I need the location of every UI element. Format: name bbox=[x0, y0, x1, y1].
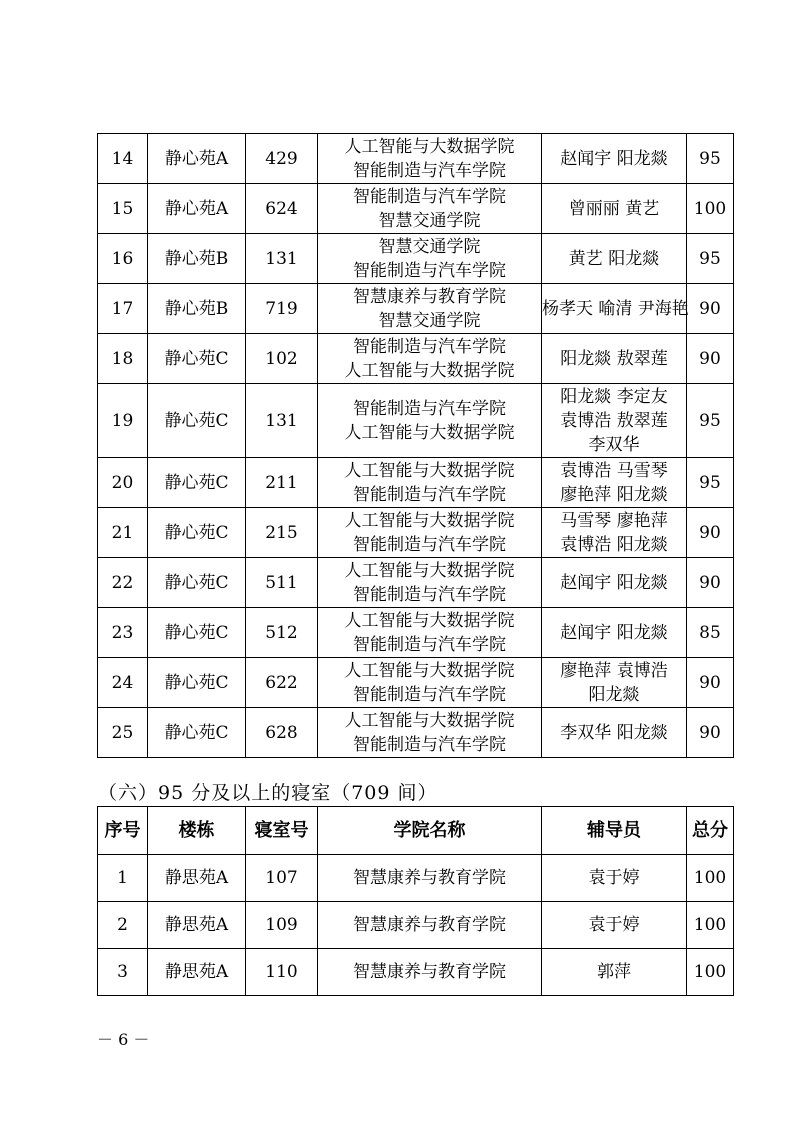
row-room: 624 bbox=[246, 184, 318, 234]
row-colleges bbox=[318, 384, 542, 458]
header-score: 总分 bbox=[687, 807, 734, 855]
row-colleges bbox=[318, 284, 542, 334]
row-counselors bbox=[542, 708, 687, 758]
row-building: 静心苑C bbox=[148, 458, 246, 508]
header-college: 学院名称 bbox=[318, 807, 542, 855]
row-counselors bbox=[542, 508, 687, 558]
row-counselor: 袁于婷 bbox=[542, 855, 687, 902]
row-counselors-line: 赵闻宇 阳龙燚 bbox=[560, 572, 668, 593]
row-score: 95 bbox=[687, 234, 734, 284]
row-counselors-line: 阳龙燚 敖翠莲 bbox=[560, 348, 668, 369]
row-colleges-line: 智能制造与汽车学院 bbox=[353, 260, 506, 281]
row-colleges-line: 智能制造与汽车学院 bbox=[353, 186, 506, 207]
row-score: 100 bbox=[687, 949, 734, 996]
row-college: 智慧康养与教育学院 bbox=[318, 902, 542, 949]
row-colleges bbox=[318, 658, 542, 708]
row-no: 19 bbox=[98, 384, 148, 458]
row-room: 110 bbox=[246, 949, 318, 996]
row-colleges-line: 人工智能与大数据学院 bbox=[344, 710, 515, 731]
page-number: － 6 － bbox=[97, 1030, 150, 1049]
row-counselors-line: 袁博浩 马雪琴 bbox=[560, 460, 668, 481]
row-colleges-line: 人工智能与大数据学院 bbox=[344, 660, 515, 681]
row-counselors bbox=[542, 334, 687, 384]
row-building: 静心苑A bbox=[148, 184, 246, 234]
row-colleges-line: 智慧交通学院 bbox=[378, 210, 481, 231]
row-score: 90 bbox=[687, 708, 734, 758]
row-counselors-line: 阳龙燚 bbox=[588, 684, 640, 705]
row-building: 静思苑A bbox=[148, 902, 246, 949]
table-row bbox=[98, 558, 734, 608]
row-room: 131 bbox=[246, 384, 318, 458]
row-no: 21 bbox=[98, 508, 148, 558]
row-counselors bbox=[542, 134, 687, 184]
row-colleges-line: 智能制造与汽车学院 bbox=[353, 734, 506, 755]
row-counselors bbox=[542, 558, 687, 608]
header-building: 楼栋 bbox=[148, 807, 246, 855]
row-room: 628 bbox=[246, 708, 318, 758]
row-no: 18 bbox=[98, 334, 148, 384]
row-college: 智慧康养与教育学院 bbox=[318, 949, 542, 996]
row-no: 17 bbox=[98, 284, 148, 334]
row-building: 静心苑B bbox=[148, 284, 246, 334]
row-counselors bbox=[542, 384, 687, 458]
row-counselors bbox=[542, 608, 687, 658]
row-colleges bbox=[318, 334, 542, 384]
row-counselors-line: 李双华 阳龙燚 bbox=[560, 722, 668, 743]
row-college: 智慧康养与教育学院 bbox=[318, 855, 542, 902]
row-room: 215 bbox=[246, 508, 318, 558]
row-score: 90 bbox=[687, 334, 734, 384]
row-no: 3 bbox=[98, 949, 148, 996]
row-building: 静心苑C bbox=[148, 558, 246, 608]
row-counselors-line: 曾丽丽 黄艺 bbox=[568, 198, 660, 219]
row-no: 16 bbox=[98, 234, 148, 284]
row-no: 1 bbox=[98, 855, 148, 902]
row-score: 95 bbox=[687, 384, 734, 458]
row-colleges-line: 智慧康养与教育学院 bbox=[353, 286, 506, 307]
row-no: 20 bbox=[98, 458, 148, 508]
row-score: 95 bbox=[687, 134, 734, 184]
row-counselors-line: 杨孝天 喻清 尹海艳 bbox=[542, 298, 689, 319]
row-counselors bbox=[542, 234, 687, 284]
row-colleges bbox=[318, 708, 542, 758]
table-row bbox=[98, 234, 734, 284]
table-row bbox=[98, 334, 734, 384]
table-row bbox=[98, 508, 734, 558]
row-colleges-line: 智能制造与汽车学院 bbox=[353, 160, 506, 181]
row-colleges-line: 人工智能与大数据学院 bbox=[344, 136, 515, 157]
row-colleges-line: 人工智能与大数据学院 bbox=[344, 460, 515, 481]
table-row bbox=[98, 902, 734, 949]
row-score: 90 bbox=[687, 658, 734, 708]
row-colleges-line: 智能制造与汽车学院 bbox=[353, 398, 506, 419]
row-room: 719 bbox=[246, 284, 318, 334]
row-counselors-line: 袁博浩 敖翠莲 bbox=[560, 410, 668, 431]
row-counselors-line: 阳龙燚 李定友 bbox=[560, 386, 668, 407]
row-building: 静思苑A bbox=[148, 855, 246, 902]
header-counselor: 辅导员 bbox=[542, 807, 687, 855]
header-no: 序号 bbox=[98, 807, 148, 855]
row-colleges-line: 人工智能与大数据学院 bbox=[344, 360, 515, 381]
row-room: 131 bbox=[246, 234, 318, 284]
row-colleges-line: 智能制造与汽车学院 bbox=[353, 484, 506, 505]
table-row bbox=[98, 134, 734, 184]
row-building: 静思苑A bbox=[148, 949, 246, 996]
row-score: 100 bbox=[687, 902, 734, 949]
row-counselors-line: 李双华 bbox=[588, 434, 640, 455]
row-counselors-line: 廖艳萍 阳龙燚 bbox=[560, 484, 668, 505]
row-building: 静心苑B bbox=[148, 234, 246, 284]
row-colleges-line: 人工智能与大数据学院 bbox=[344, 560, 515, 581]
row-counselor: 郭萍 bbox=[542, 949, 687, 996]
row-no: 23 bbox=[98, 608, 148, 658]
row-colleges-line: 人工智能与大数据学院 bbox=[344, 610, 515, 631]
row-score: 90 bbox=[687, 558, 734, 608]
row-building: 静心苑C bbox=[148, 508, 246, 558]
row-colleges-line: 智能制造与汽车学院 bbox=[353, 534, 506, 555]
row-score: 90 bbox=[687, 284, 734, 334]
row-colleges-line: 智慧交通学院 bbox=[378, 310, 481, 331]
table-row bbox=[98, 949, 734, 996]
row-colleges-line: 智能制造与汽车学院 bbox=[353, 584, 506, 605]
row-no: 15 bbox=[98, 184, 148, 234]
row-counselors-line: 马雪琴 廖艳萍 bbox=[560, 510, 668, 531]
row-no: 2 bbox=[98, 902, 148, 949]
row-counselors bbox=[542, 184, 687, 234]
row-colleges-line: 人工智能与大数据学院 bbox=[344, 510, 515, 531]
row-counselors-line: 赵闻宇 阳龙燚 bbox=[560, 622, 668, 643]
row-colleges-line: 智能制造与汽车学院 bbox=[353, 684, 506, 705]
row-no: 25 bbox=[98, 708, 148, 758]
table-row bbox=[98, 608, 734, 658]
table-row bbox=[98, 384, 734, 458]
row-score: 100 bbox=[687, 855, 734, 902]
row-building: 静心苑C bbox=[148, 708, 246, 758]
row-colleges bbox=[318, 558, 542, 608]
row-building: 静心苑A bbox=[148, 134, 246, 184]
table-row bbox=[98, 284, 734, 334]
row-score: 90 bbox=[687, 508, 734, 558]
row-counselors bbox=[542, 658, 687, 708]
section-title: （六）95 分及以上的寝室（709 间） bbox=[98, 782, 438, 804]
row-counselors-line: 黄艺 阳龙燚 bbox=[568, 248, 660, 269]
row-counselors bbox=[542, 284, 687, 334]
row-room: 511 bbox=[246, 558, 318, 608]
row-building: 静心苑C bbox=[148, 334, 246, 384]
row-score: 85 bbox=[687, 608, 734, 658]
dorm-score-table-continued bbox=[97, 133, 734, 758]
row-building: 静心苑C bbox=[148, 658, 246, 708]
row-no: 24 bbox=[98, 658, 148, 708]
row-colleges bbox=[318, 134, 542, 184]
row-room: 512 bbox=[246, 608, 318, 658]
table-row bbox=[98, 184, 734, 234]
row-colleges-line: 人工智能与大数据学院 bbox=[344, 422, 515, 443]
row-counselors bbox=[542, 458, 687, 508]
row-room: 107 bbox=[246, 855, 318, 902]
row-counselors-line: 赵闻宇 阳龙燚 bbox=[560, 148, 668, 169]
row-colleges bbox=[318, 458, 542, 508]
row-colleges-line: 智能制造与汽车学院 bbox=[353, 336, 506, 357]
row-score: 95 bbox=[687, 458, 734, 508]
row-colleges bbox=[318, 608, 542, 658]
row-counselor: 袁于婷 bbox=[542, 902, 687, 949]
row-building: 静心苑C bbox=[148, 608, 246, 658]
row-room: 622 bbox=[246, 658, 318, 708]
row-colleges-line: 智慧交通学院 bbox=[378, 236, 481, 257]
row-colleges bbox=[318, 184, 542, 234]
row-room: 102 bbox=[246, 334, 318, 384]
row-colleges bbox=[318, 234, 542, 284]
table-row bbox=[98, 658, 734, 708]
table-row bbox=[98, 708, 734, 758]
row-room: 211 bbox=[246, 458, 318, 508]
table-row bbox=[98, 855, 734, 902]
table-header-row bbox=[98, 807, 734, 855]
row-colleges bbox=[318, 508, 542, 558]
row-no: 14 bbox=[98, 134, 148, 184]
row-no: 22 bbox=[98, 558, 148, 608]
row-colleges-line: 智能制造与汽车学院 bbox=[353, 634, 506, 655]
row-room: 429 bbox=[246, 134, 318, 184]
row-score: 100 bbox=[687, 184, 734, 234]
row-building: 静心苑C bbox=[148, 384, 246, 458]
table-row bbox=[98, 458, 734, 508]
row-counselors-line: 廖艳萍 袁博浩 bbox=[560, 660, 668, 681]
row-counselors-line: 袁博浩 阳龙燚 bbox=[560, 534, 668, 555]
dorm-95-plus-table bbox=[97, 806, 734, 996]
row-room: 109 bbox=[246, 902, 318, 949]
header-room: 寝室号 bbox=[246, 807, 318, 855]
